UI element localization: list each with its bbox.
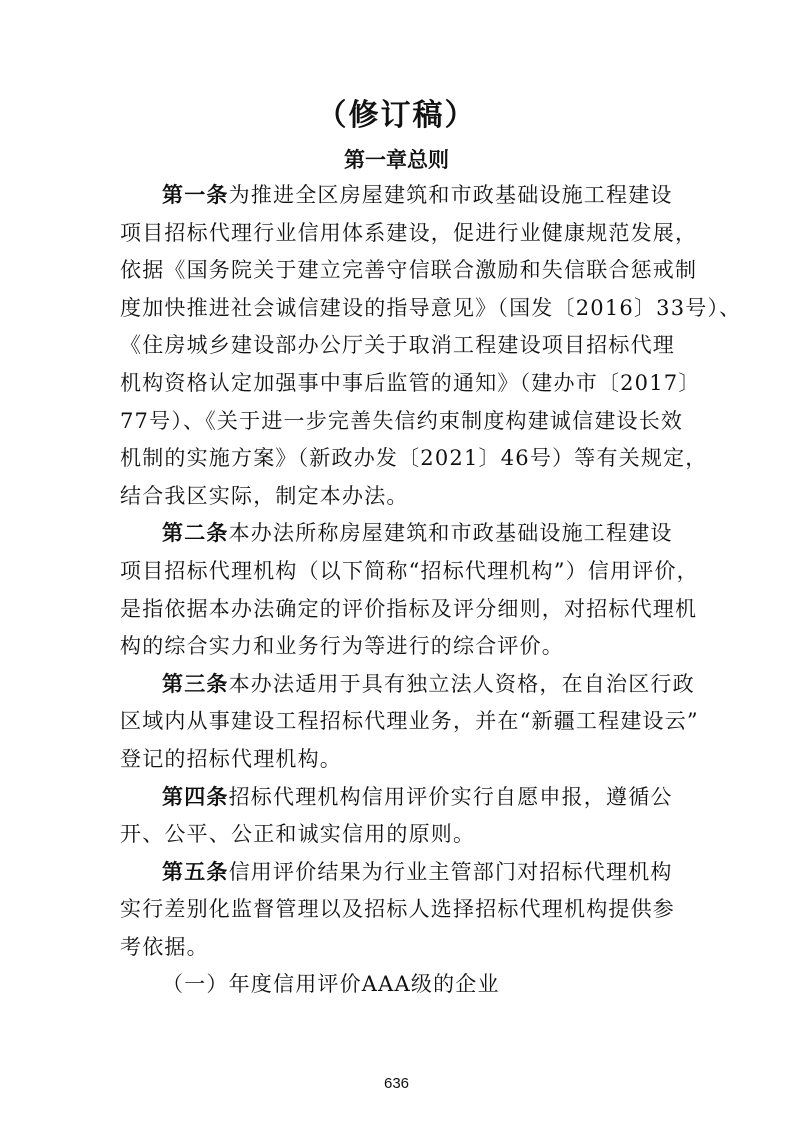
document-body bbox=[120, 177, 742, 1004]
article-4-heading: 第四条 bbox=[162, 784, 229, 809]
article-1-line-2: 项目招标代理行业信用体系建设，促进行业健康规范发展， bbox=[120, 220, 698, 245]
article-3-line-1 bbox=[120, 666, 695, 704]
list-item-1: （一）年度信用评价AAA级的企业 bbox=[162, 972, 500, 997]
chapter-heading: 第一章总则 bbox=[344, 148, 449, 172]
article-4-line-2: 开、公平、公正和诚实信用的原则。 bbox=[120, 822, 476, 847]
page-number: 636 bbox=[383, 1075, 410, 1092]
article-5-line-2: 实行差别化监督管理以及招标人选择招标代理机构提供参 bbox=[120, 897, 675, 922]
article-2-line-1 bbox=[120, 515, 680, 553]
article-4-line-1 bbox=[120, 779, 680, 817]
article-3-line-2: 区域内从事建设工程招标代理业务，并在“新疆工程建设云” bbox=[120, 709, 699, 734]
article-1-heading: 第一条 bbox=[162, 183, 229, 207]
article-5-line-1 bbox=[120, 854, 680, 892]
document-title: （修订稿） bbox=[316, 98, 477, 133]
article-4-text: 招标代理机构信用评价实行自愿申报，遵循公 bbox=[228, 784, 673, 809]
article-1-line-6: 机构资格认定加强事中事后监管的通知》（建办市〔2017〕 bbox=[120, 370, 701, 395]
article-1-line-5: 《住房城乡建设部办公厅关于取消工程建设项目招标代理 bbox=[120, 333, 675, 358]
article-1-text: 为推进全区房屋建筑和市政基础设施工程建设 bbox=[228, 183, 673, 207]
article-5-line-3: 考依据。 bbox=[120, 934, 209, 959]
article-3-text: 本办法适用于具有独立法人资格，在自治区行政 bbox=[228, 671, 695, 696]
article-5-heading: 第五条 bbox=[162, 859, 229, 884]
article-2-heading: 第二条 bbox=[162, 521, 229, 546]
article-1-line-9: 结合我区实际，制定本办法。 bbox=[120, 483, 409, 508]
article-3-heading: 第三条 bbox=[162, 671, 229, 696]
article-1-line-8: 机制的实施方案》（新政办发〔2021〕46号）等有关规定， bbox=[120, 446, 708, 471]
article-2-line-2: 项目招标代理机构（以下简称“招标代理机构”）信用评价， bbox=[120, 558, 699, 583]
article-3-line-3: 登记的招标代理机构。 bbox=[120, 746, 342, 771]
article-2-line-3: 是指依据本办法确定的评价指标及评分细则，对招标代理机 bbox=[120, 596, 698, 621]
article-1-line-3: 依据《国务院关于建立完善守信联合激励和失信联合惩戒制 bbox=[120, 258, 698, 283]
article-5-text: 信用评价结果为行业主管部门对招标代理机构 bbox=[228, 859, 673, 884]
article-2-line-4: 构的综合实力和业务行为等进行的综合评价。 bbox=[120, 634, 564, 659]
article-2-text: 本办法所称房屋建筑和市政基础设施工程建设 bbox=[228, 521, 673, 546]
article-1-line-1 bbox=[120, 177, 680, 215]
article-1-line-7: 77号）、《关于进一步完善失信约束制度构建诚信建设长效 bbox=[120, 408, 684, 433]
article-1-line-4: 度加快推进社会诚信建设的指导意见》（国发〔2016〕33号）、 bbox=[120, 295, 742, 320]
